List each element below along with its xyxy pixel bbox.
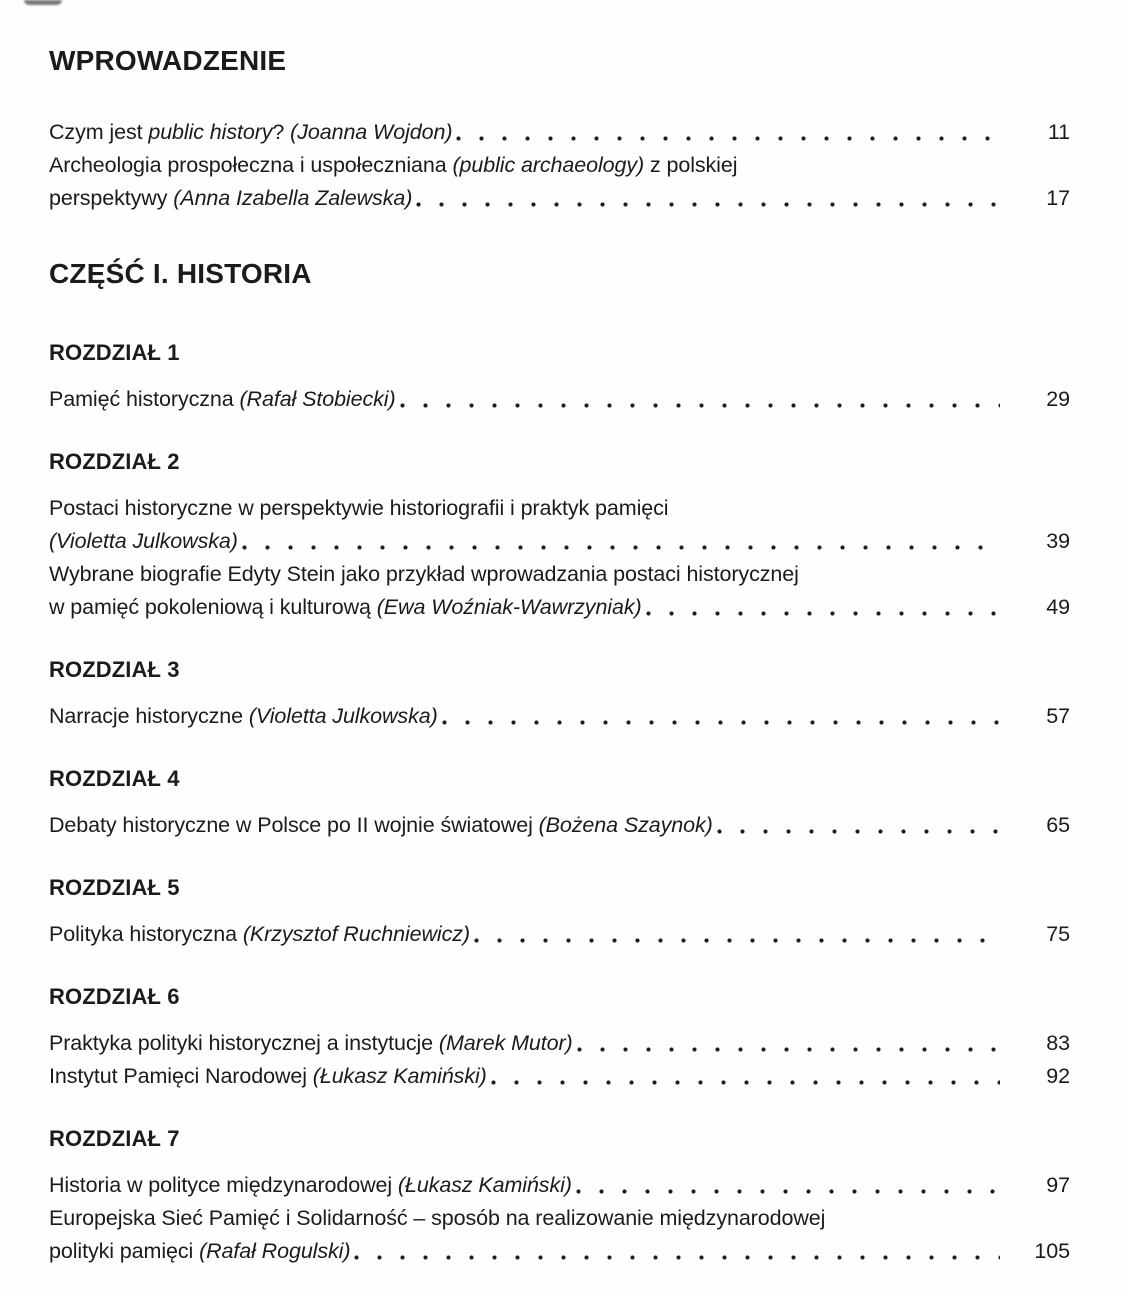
entry-title-text	[49, 591, 642, 624]
chapter-heading: ROZDZIAŁ 2	[49, 449, 180, 474]
entry-title-segment: perspektywy	[49, 186, 174, 210]
toc-entry	[49, 700, 1070, 733]
entry-title-text	[49, 558, 799, 591]
toc-entry-line	[49, 918, 1070, 951]
toc-entry	[49, 918, 1070, 951]
toc-entry	[49, 809, 1070, 842]
entry-title-italic-segment: (Marek Mutor)	[438, 1031, 573, 1055]
toc-entry-line	[49, 383, 1070, 416]
entry-title-italic-segment: (Łukasz Kamiński)	[397, 1173, 572, 1197]
chapter-heading: ROZDZIAŁ 6	[49, 984, 180, 1009]
entry-title-segment: Instytut Pamięci Narodowej	[49, 1064, 313, 1088]
entry-title-italic-segment: (Bożena Szaynok)	[538, 813, 713, 837]
entry-title-segment: Narracje historyczne	[49, 704, 249, 728]
entry-title-segment: w pamięć pokoleniową i kulturową	[49, 595, 377, 619]
toc-entry-line	[49, 591, 1070, 624]
page-number: 29	[1046, 387, 1070, 411]
page-number: 39	[1046, 529, 1070, 553]
toc-entry-line	[49, 700, 1070, 733]
entry-title-segment: Postaci historyczne w perspektywie historiografii i praktyk pamięci	[49, 496, 669, 520]
dot-leader	[354, 1235, 1000, 1268]
dot-leader	[646, 591, 1000, 624]
entry-title-text	[49, 1235, 350, 1268]
entry-title-segment: polityki pamięci	[49, 1239, 200, 1263]
toc-entry	[49, 1202, 1070, 1268]
entry-title-segment: z polskiej	[644, 153, 738, 177]
entry-title-italic-segment: (Rafał Stobiecki)	[239, 387, 396, 411]
entry-title-segment: ?	[272, 120, 291, 144]
scan-artifact	[24, 0, 62, 5]
chapter-heading: ROZDZIAŁ 7	[49, 1126, 180, 1151]
entry-title-text	[49, 809, 713, 842]
toc-entry-line	[49, 1169, 1070, 1202]
entry-title-text	[49, 116, 452, 149]
page-number: 49	[1046, 595, 1070, 619]
chapter-heading: ROZDZIAŁ 1	[49, 340, 180, 365]
chapter-heading: ROZDZIAŁ 4	[49, 766, 180, 791]
toc-entry-line	[49, 809, 1070, 842]
entry-title-segment: Praktyka polityki historycznej a instytucje	[49, 1031, 439, 1055]
entry-title-italic-segment: (Joanna Wojdon)	[290, 120, 453, 144]
dot-leader	[576, 1169, 1000, 1202]
entry-title-text	[49, 525, 238, 558]
page-number: 11	[1047, 120, 1070, 144]
toc-entry	[49, 1027, 1070, 1060]
toc-entry-line	[49, 182, 1070, 215]
entry-title-text	[49, 1060, 487, 1093]
toc-entry-line	[49, 558, 1070, 591]
entry-title-segment: Wybrane biografie Edyty Stein jako przykład wprowadzania postaci historycznej	[49, 562, 799, 586]
entry-title-italic-segment: (public archaeology)	[452, 153, 645, 177]
dot-leader	[242, 525, 1000, 558]
dot-leader	[442, 700, 1000, 733]
entry-title-text	[49, 492, 668, 525]
toc-entry-line	[49, 1060, 1070, 1093]
entry-title-text	[49, 918, 470, 951]
page-number: 105	[1034, 1239, 1070, 1263]
entry-title-segment: Polityka historyczna	[49, 922, 243, 946]
entry-title-text	[49, 1202, 825, 1235]
entry-title-segment: Czym jest	[49, 120, 149, 144]
toc-entry	[49, 116, 1070, 149]
entry-title-text	[49, 700, 438, 733]
entry-title-text	[49, 1169, 572, 1202]
toc-entry	[49, 383, 1070, 416]
page-number: 92	[1046, 1064, 1070, 1088]
page-number: 75	[1046, 922, 1070, 946]
entry-title-italic-segment: (Violetta Julkowska)	[248, 704, 438, 728]
chapter-heading: ROZDZIAŁ 5	[49, 875, 180, 900]
page-number: 83	[1046, 1031, 1070, 1055]
entry-title-segment: Historia w polityce międzynarodowej	[49, 1173, 398, 1197]
page-number: 65	[1046, 813, 1070, 837]
entry-title-segment: Debaty historyczne w Polsce po II wojnie światowej	[49, 813, 539, 837]
toc-entry-line	[49, 149, 1070, 182]
entry-title-italic-segment: public history	[148, 120, 273, 144]
part-heading: WPROWADZENIE	[49, 45, 287, 76]
entry-title-italic-segment: (Rafał Rogulski)	[199, 1239, 351, 1263]
entry-title-italic-segment: (Anna Izabella Zalewska)	[173, 186, 413, 210]
dot-leader	[717, 809, 1000, 842]
entry-title-italic-segment: (Violetta Julkowska)	[49, 529, 238, 553]
entry-title-segment: Europejska Sieć Pamięć i Solidarność – sposób na realizowanie międzynarodowej	[49, 1206, 826, 1230]
part-heading: CZĘŚĆ I. HISTORIA	[49, 258, 312, 289]
entry-title-text	[49, 149, 737, 182]
page-number: 17	[1046, 186, 1070, 210]
entry-title-text	[49, 1027, 573, 1060]
toc-entry	[49, 558, 1070, 624]
entry-title-segment: Pamięć historyczna	[49, 387, 240, 411]
dot-leader	[474, 918, 1000, 951]
dot-leader	[456, 116, 1000, 149]
entry-title-italic-segment: (Krzysztof Ruchniewicz)	[242, 922, 470, 946]
table-of-contents	[49, 46, 1070, 1268]
toc-entry-line	[49, 1202, 1070, 1235]
dot-leader	[577, 1027, 1000, 1060]
toc-entry	[49, 492, 1070, 558]
toc-entry	[49, 1060, 1070, 1093]
toc-entry	[49, 149, 1070, 215]
dot-leader	[491, 1060, 1000, 1093]
dot-leader	[400, 383, 1000, 416]
toc-entry	[49, 1169, 1070, 1202]
toc-entry-line	[49, 525, 1070, 558]
entry-title-segment: Archeologia prospołeczna i uspołeczniana	[49, 153, 453, 177]
entry-title-italic-segment: (Ewa Woźniak-Wawrzyniak)	[376, 595, 642, 619]
page-number: 57	[1046, 704, 1070, 728]
toc-entry-line	[49, 1027, 1070, 1060]
toc-entry-line	[49, 116, 1070, 149]
entry-title-text	[49, 182, 412, 215]
page-number: 97	[1046, 1173, 1070, 1197]
chapter-heading: ROZDZIAŁ 3	[49, 657, 180, 682]
toc-entry-line	[49, 492, 1070, 525]
entry-title-italic-segment: (Łukasz Kamiński)	[312, 1064, 487, 1088]
toc-entry-line	[49, 1235, 1070, 1268]
dot-leader	[416, 182, 1000, 215]
entry-title-text	[49, 383, 396, 416]
